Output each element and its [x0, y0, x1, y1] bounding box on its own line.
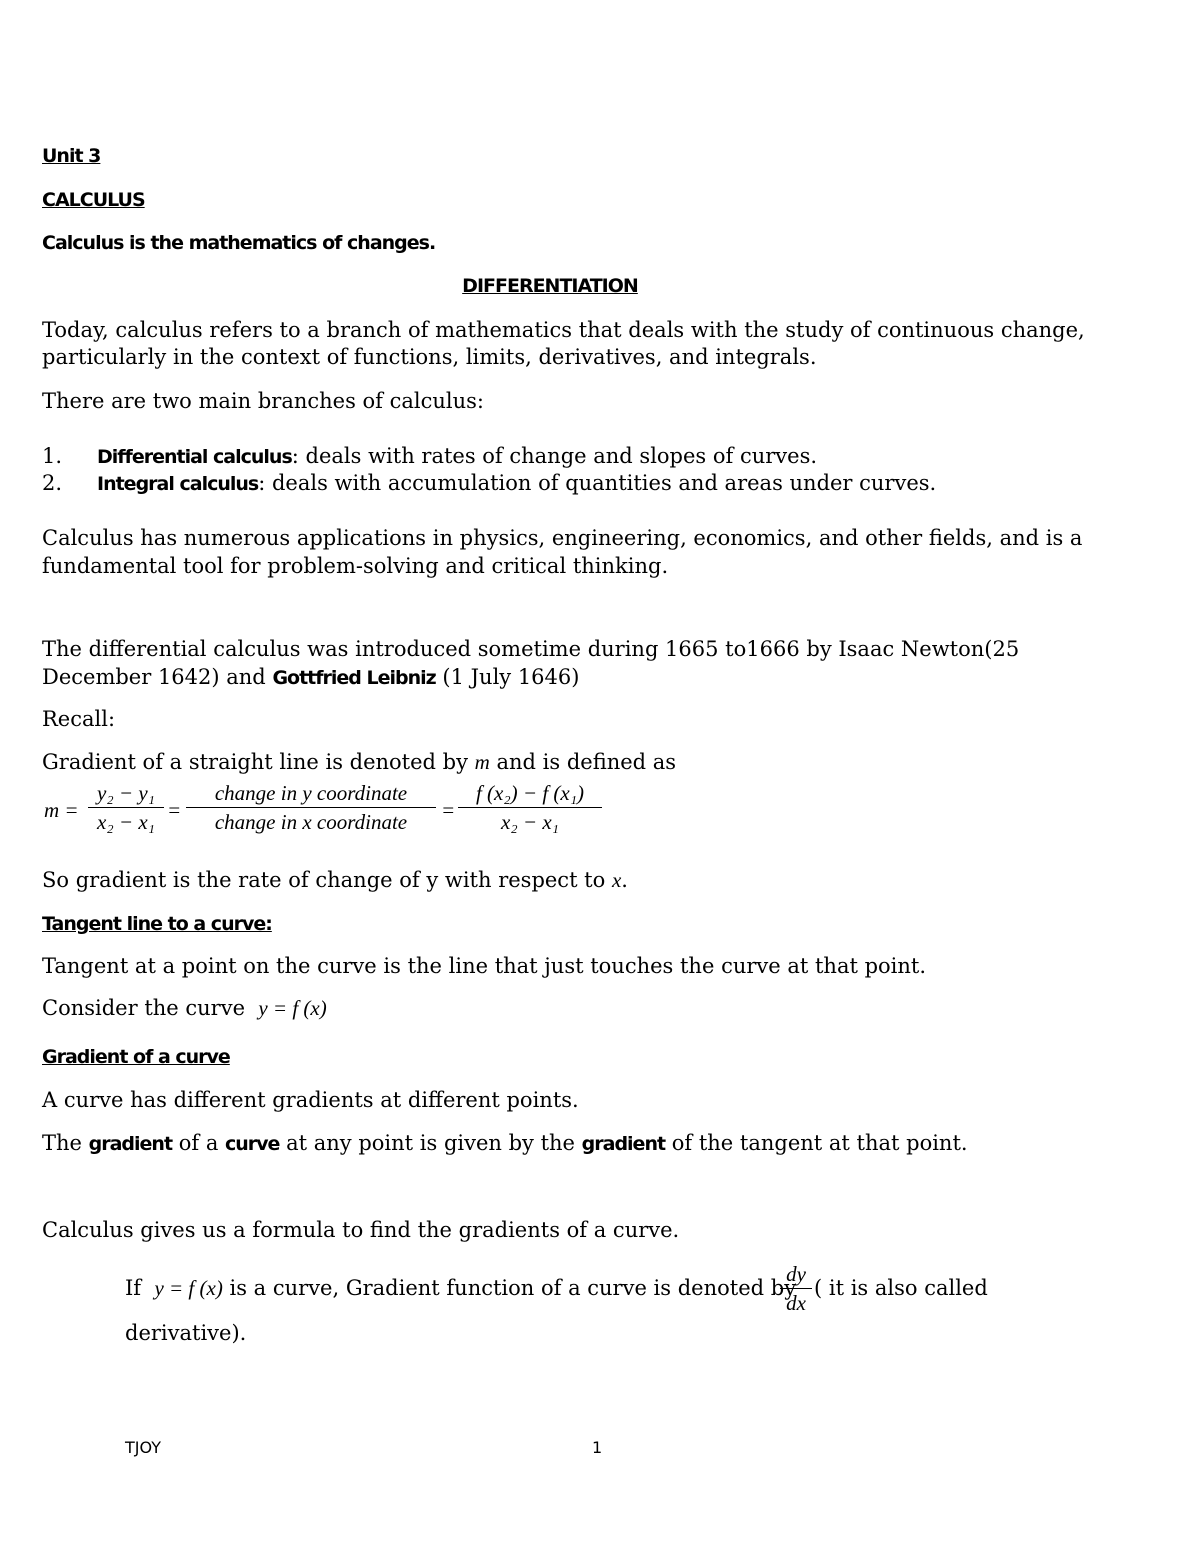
- intro-line-1: Today, calculus refers to a branch of mathematics that deals with the study of continuous change,: [42, 318, 1085, 342]
- consider-text: Consider the curve: [42, 996, 252, 1020]
- text: of a: [172, 1131, 226, 1155]
- variable-x: x: [611, 868, 622, 892]
- period: .: [621, 868, 628, 892]
- tagline: Calculus is the mathematics of changes.: [42, 232, 436, 254]
- page-number: 1: [592, 1438, 603, 1457]
- subject-title: CALCULUS: [42, 189, 145, 211]
- tangent-description: Tangent at a point on the curve is the line that just touches the curve at that point.: [42, 954, 927, 978]
- section-title: DIFFERENTIATION: [462, 275, 638, 297]
- list-item: [42, 442, 62, 470]
- curve-equation: y = f (x): [258, 996, 327, 1020]
- consider-curve-line: [42, 994, 327, 1022]
- fraction-denominator: x₂ − x₁: [97, 810, 155, 834]
- fraction-coordinates: [88, 779, 164, 836]
- formula-equals-1: =: [167, 798, 182, 822]
- derivative-line-1: [125, 1274, 796, 1302]
- gradient-definition: [42, 748, 676, 776]
- derivative-fraction: [780, 1260, 812, 1317]
- gradient-symbol: m: [474, 750, 490, 774]
- gradient-text-end: and is defined as: [489, 750, 677, 774]
- gradient-rate-text: So gradient is the rate of change of y with respect to: [42, 868, 612, 892]
- list-desc: : deals with accumulation of quantities and areas under curves.: [258, 471, 937, 495]
- recall-label: Recall:: [42, 707, 116, 731]
- history-text: December 1642) and: [42, 665, 273, 689]
- list-item-body: [97, 442, 817, 471]
- text: at any point is given by the: [279, 1131, 582, 1155]
- history-line-1: The differential calculus was introduced sometime during 1665 to1666 by Isaac Newton(25: [42, 637, 1020, 661]
- fraction-denominator: change in x coordinate: [214, 810, 408, 834]
- formula-equals-2: =: [441, 798, 456, 822]
- list-term: Differential calculus: [97, 446, 292, 468]
- history-date: (1 July 1646): [435, 665, 580, 689]
- fraction-change: [186, 779, 436, 836]
- fraction-numerator: dy: [786, 1262, 806, 1286]
- formula-lhs: m =: [44, 798, 79, 822]
- list-desc: : deals with rates of change and slopes of curves.: [291, 444, 818, 468]
- applications-line-2: fundamental tool for problem-solving and critical thinking.: [42, 554, 669, 578]
- list-item-body: [97, 469, 936, 498]
- text: of the tangent at that point.: [665, 1131, 968, 1155]
- list-term: Integral calculus: [97, 473, 259, 495]
- curve-equation: y = f (x): [154, 1276, 223, 1300]
- bold-term: gradient: [88, 1133, 173, 1155]
- fraction-function: [458, 779, 602, 836]
- tangent-heading: Tangent line to a curve:: [42, 913, 272, 935]
- fraction-numerator: change in y coordinate: [214, 781, 408, 805]
- list-number: 1.: [42, 444, 63, 468]
- gradient-curve-line-2: [42, 1129, 968, 1158]
- bold-term: curve: [225, 1133, 280, 1155]
- intro-line-2: particularly in the context of functions, limits, derivatives, and integrals.: [42, 345, 817, 369]
- bold-term: gradient: [581, 1133, 666, 1155]
- leibniz-name: Gottfried Leibniz: [272, 667, 436, 689]
- derivative-tail: ( it is also called: [814, 1276, 988, 1300]
- text: If: [125, 1276, 148, 1300]
- text: is a curve, Gradient function of a curve is denoted by: [222, 1276, 797, 1300]
- gradient-rate-line: [42, 866, 628, 894]
- fraction-numerator: y₂ − y₁: [97, 781, 155, 805]
- gradient-text: Gradient of a straight line is denoted by: [42, 750, 475, 774]
- fraction-denominator: dx: [786, 1291, 806, 1315]
- fraction-numerator: f (x₂) − f (x₁): [475, 781, 585, 805]
- text: The: [42, 1131, 89, 1155]
- unit-label: Unit 3: [42, 145, 101, 167]
- list-number: 2.: [42, 471, 63, 495]
- fraction-denominator: x₂ − x₁: [501, 810, 559, 834]
- gradient-curve-line-1: A curve has different gradients at different points.: [42, 1088, 579, 1112]
- branches-intro: There are two main branches of calculus:: [42, 389, 485, 413]
- footer-author: TJOY: [125, 1438, 161, 1457]
- derivative-line-2: derivative).: [125, 1321, 247, 1345]
- gradient-curve-heading: Gradient of a curve: [42, 1046, 230, 1068]
- formula-intro-line: Calculus gives us a formula to find the gradients of a curve.: [42, 1218, 680, 1242]
- applications-line-1: Calculus has numerous applications in physics, engineering, economics, and other fields, and is a: [42, 526, 1083, 550]
- list-item: [42, 469, 62, 497]
- history-line-2: [42, 663, 579, 692]
